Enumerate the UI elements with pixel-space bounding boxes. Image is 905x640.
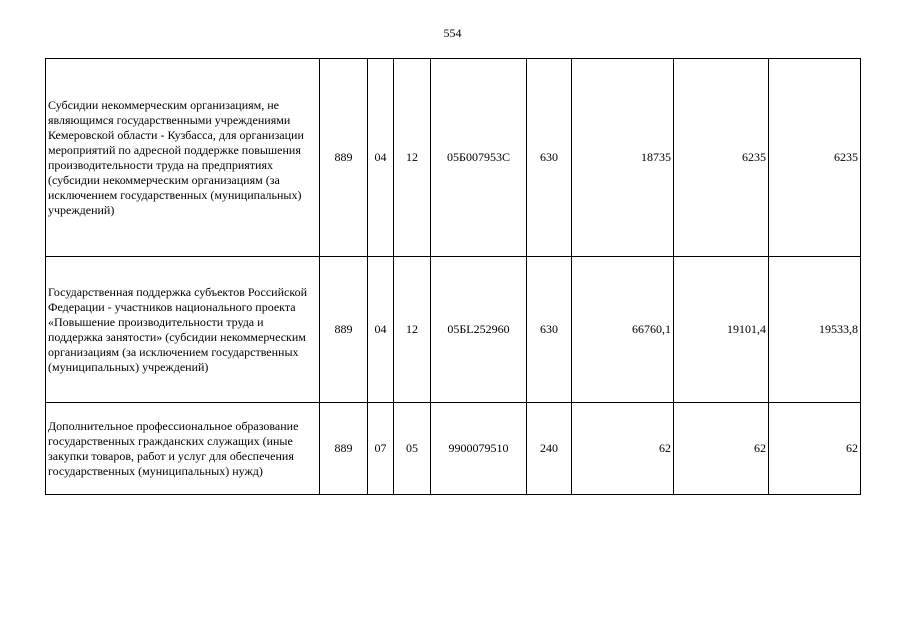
budget-table	[45, 58, 861, 495]
row-description: Дополнительное профессиональное образование государственных гражданских служащих (иные закупки товаров, работ и услуг для обеспечения государственных (муниципальных) нужд)	[46, 403, 320, 495]
target-article-code: 05Б007953С	[431, 59, 527, 257]
ministry-code: 889	[320, 403, 368, 495]
amount-year-2: 62	[674, 403, 769, 495]
row-description: Государственная поддержка субъектов Российской Федерации - участников национального проекта «Повышение производительности труда и поддержка занятости» (субсидии некоммерческим организациям (за исключением государственных (муниципальных) учреждений)	[46, 257, 320, 403]
row-description: Субсидии некоммерческим организациям, не являющимся государственными учреждениями Кемеровской области - Кузбасса, для организации мероприятий по адресной поддержке повышения производительности труда на предприятиях (субсидии некоммерческим организациям (за исключением государственных (муниципальных) учреждений)	[46, 59, 320, 257]
section-code: 04	[368, 257, 394, 403]
table-row	[46, 59, 861, 257]
subsection-code: 12	[394, 257, 431, 403]
expense-type-code: 630	[527, 59, 572, 257]
amount-year-1: 18735	[572, 59, 674, 257]
subsection-code: 12	[394, 59, 431, 257]
section-code: 07	[368, 403, 394, 495]
amount-year-3: 6235	[769, 59, 861, 257]
amount-year-1: 66760,1	[572, 257, 674, 403]
target-article-code: 9900079510	[431, 403, 527, 495]
page-number: 554	[443, 26, 462, 40]
expense-type-code: 240	[527, 403, 572, 495]
amount-year-2: 6235	[674, 59, 769, 257]
target-article-code: 05БL252960	[431, 257, 527, 403]
section-code: 04	[368, 59, 394, 257]
table-row	[46, 257, 861, 403]
table-row	[46, 403, 861, 495]
amount-year-1: 62	[572, 403, 674, 495]
amount-year-3: 19533,8	[769, 257, 861, 403]
expense-type-code: 630	[527, 257, 572, 403]
amount-year-3: 62	[769, 403, 861, 495]
ministry-code: 889	[320, 257, 368, 403]
amount-year-2: 19101,4	[674, 257, 769, 403]
subsection-code: 05	[394, 403, 431, 495]
ministry-code: 889	[320, 59, 368, 257]
